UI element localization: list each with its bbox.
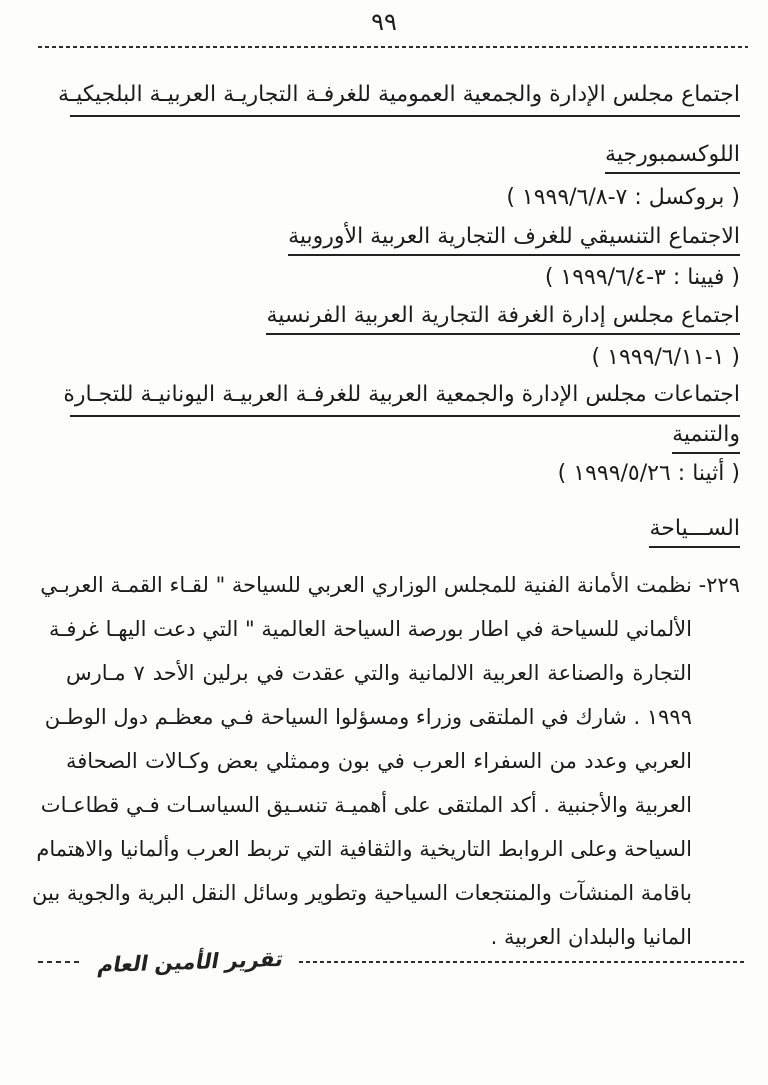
paragraph-line: الألماني للسياحة في اطار بورصة السياحة العالمية " التي دعت اليهـا غرفـة: [48, 617, 692, 641]
paragraph-line: باقامة المنشآت والمنتجعات السياحية وتطوير وسائل النقل البرية والجوية بين: [32, 881, 692, 905]
meeting-title-belgian-line1: اجتماع مجلس الإدارة والجمعية العمومية للغرفـة التجاريـة العربيـة البلجيكيـة: [70, 80, 740, 117]
meeting-title-greek-line2: [672, 420, 740, 450]
meeting-date-french: ( ‭١٩٩٩/٦/١١-١‬ ): [591, 345, 740, 370]
section-title-tourism: [649, 514, 740, 544]
paragraph-229: [32, 563, 740, 959]
paragraph-line: ١٩٩٩ . شارك في الملتقى وزراء ومسؤلوا السياحة فـي معظـم دول الوطـن: [44, 705, 692, 729]
underlined-text: اجتماع مجلس إدارة الغرفة التجارية العربية الفرنسية: [266, 303, 740, 335]
meeting-date-brussels: ( بروكسل : ‭١٩٩٩/٦/٨-٧‬ ): [506, 185, 740, 210]
underlined-text: الســـياحة: [649, 516, 740, 548]
underlined-text: الاجتماع التنسيقي للغرف التجارية العربية الأوروبية: [288, 224, 740, 256]
underlined-text: والتنمية: [672, 422, 740, 454]
meeting-title-french: [266, 301, 740, 331]
secretary-general-signature: تقرير الأمين العام: [95, 946, 286, 978]
paragraph-line: العربي وعدد من السفراء العرب في بون وممثلي بعض وكـالات الصحافة: [66, 749, 692, 773]
meeting-title-greek-line1: اجتماعات مجلس الإدارة والجمعية العربية للغرفـة العربيـة اليونانيـة للتجـارة: [70, 380, 740, 417]
meeting-title-european: [288, 222, 740, 252]
underlined-text: اللوكسمبورجية: [605, 142, 740, 174]
header-divider-line: [38, 46, 748, 48]
paragraph-line: العربية والأجنبية . أكد الملتقى على أهميـة تنسـيق السياسـات فـي قطاعـات: [40, 793, 692, 817]
footer-divider-stub: [38, 961, 82, 963]
page-number: ٩٩: [371, 8, 397, 36]
footer-divider-line: [299, 961, 746, 963]
meeting-title-belgian-line2: [605, 140, 740, 170]
paragraph-line: السياحة وعلى الروابط التاريخية والثقافية التي تربط العرب وألمانيا والاهتمام: [36, 837, 692, 861]
paragraph-line: التجارة والصناعة العربية الالمانية والتي عقدت في برلين الأحد ٧ مـارس: [66, 661, 692, 685]
paragraph-line: ٢٢٩- نظمت الأمانة الفنية للمجلس الوزاري العربي للسياحة " لقـاء القمـة العربـي: [40, 573, 740, 597]
paragraph-line: المانيا والبلدان العربية .: [490, 925, 692, 949]
meeting-date-vienna: ( فيينا : ‭١٩٩٩/٦/٤-٣‬ ): [544, 265, 740, 290]
meeting-date-athens: ( أثينا : ‭١٩٩٩/٥/٢٦‬ ): [557, 461, 740, 486]
page-footer: [38, 946, 746, 978]
